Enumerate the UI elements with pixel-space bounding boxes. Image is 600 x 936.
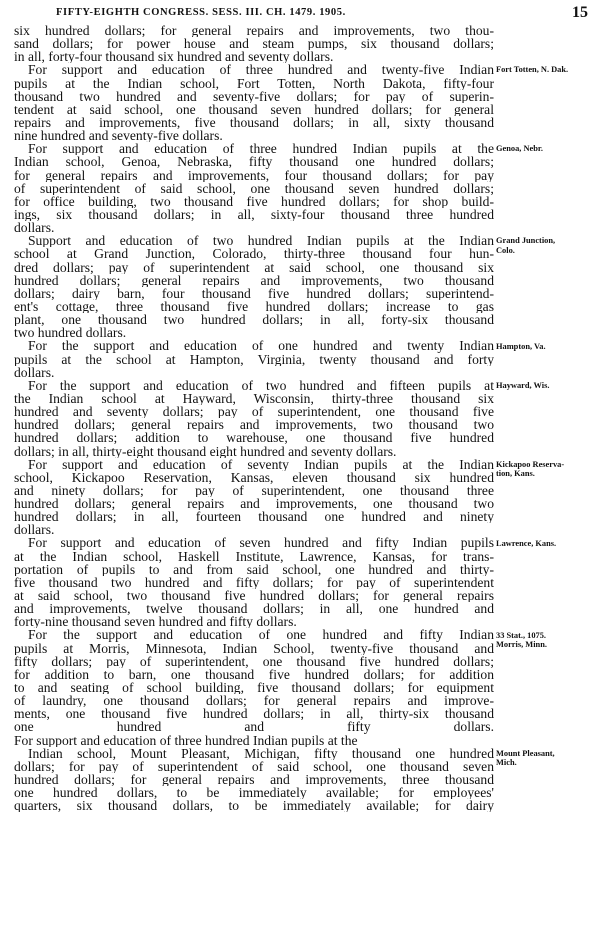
margin-note-line: Morris, Minn. xyxy=(496,640,547,650)
text-line: quarters, six thousand dollars, to be immediately available; for dairy xyxy=(14,799,494,813)
text-line: at said school, two thousand five hundred dollars; for general repairs xyxy=(14,589,494,603)
text-line: five thousand two hundred and fifty dollars; for pay of superintendent xyxy=(14,575,494,590)
text-line: for office building, two thousand five hundred dollars; for shop build- xyxy=(14,194,494,208)
text-line: school at Grand Junction, Colorado, thirty-three thousand four hun- xyxy=(14,247,494,261)
text-line: hundred dollars; in all, fourteen thousand one hundred and ninety xyxy=(14,510,494,524)
text-line: dred dollars; pay of superintendent at said school, one thousand six xyxy=(14,260,494,274)
text-line: of superintendent of said school, one thousand seven hundred dollars; xyxy=(14,181,494,195)
margin-note xyxy=(496,749,600,767)
text-line: hundred dollars; general repairs and improvements, two thousand two xyxy=(14,418,494,432)
text-line: portation of pupils to and from said school, one hundred and thirty- xyxy=(14,562,494,576)
page-number: 15 xyxy=(572,4,588,21)
text-line: thousand two hundred and seventy-five dollars; for pay of superin- xyxy=(14,89,494,103)
text-line: For the support and education of two hundred and fifteen pupils at xyxy=(28,378,494,392)
text-line: one hundred and fifty dollars. xyxy=(14,720,494,734)
text-line: Indian school, Mount Pleasant, Michigan, fifty thousand one hundred xyxy=(28,746,494,760)
margin-note xyxy=(496,65,600,74)
margin-note xyxy=(496,144,600,153)
text-line: dollars; in all, thirty-eight thousand eight hundred and seventy dollars. xyxy=(14,444,397,458)
text-line: dollars. xyxy=(14,221,55,235)
text-line: in all, forty-four thousand six hundred and seventy dollars. xyxy=(14,50,334,64)
text-line: and improvements, twelve thousand dollars; in all, one hundred and xyxy=(14,602,494,616)
margin-note-line: Lawrence, Kans. xyxy=(496,538,557,548)
text-line: repairs and improvements, five thousand dollars; in all, sixty thousand xyxy=(14,115,494,130)
margin-note xyxy=(496,381,600,390)
body-text xyxy=(14,24,494,812)
text-line: dollars. xyxy=(14,523,55,537)
margin-note-line: Hayward, Wis. xyxy=(496,381,550,391)
text-line: For the support and education of one hundred and fifty Indian xyxy=(28,628,494,642)
margin-note-line: tion, Kans. xyxy=(496,469,535,479)
text-line: to and seating of school building, five thousand dollars; for equipment xyxy=(14,681,494,695)
text-line: hundred dollars; for general repairs and improvements, three thousand xyxy=(14,773,494,787)
text-line: dollars; dairy barn, four thousand five hundred dollars; superintend- xyxy=(14,286,494,300)
text-line: nine hundred and seventy-five dollars. xyxy=(14,129,223,143)
text-line: one hundred dollars, to be immediately available; for employees' xyxy=(14,786,494,800)
text-line: ent's cottage, three thousand five hundred dollars; increase to gas xyxy=(14,299,494,314)
text-line: For support and education of three hundred and twenty-five Indian xyxy=(28,63,494,77)
text-line: at the Indian school, Haskell Institute, Lawrence, Kansas, for trans- xyxy=(14,549,494,563)
text-line: of laundry, one thousand dollars; for general repairs and improve- xyxy=(14,694,494,708)
text-line: pupils at the Indian school, Fort Totten, North Dakota, fifty-four xyxy=(14,76,494,90)
margin-note-line: Mount Pleasant, xyxy=(496,749,555,759)
text-line: For support and education of three hundred Indian pupils at the xyxy=(28,142,494,156)
text-line: dollars. xyxy=(14,365,55,379)
margin-note-line: Genoa, Nebr. xyxy=(496,144,543,154)
text-line: the Indian school at Hayward, Wisconsin, thirty-three thousand six xyxy=(14,391,494,406)
text-line: For support and education of three hundred Indian pupils at the xyxy=(14,733,358,747)
margin-note-line: 33 Stat., 1075. xyxy=(496,630,547,640)
text-line: six hundred dollars; for general repairs and improvements, two thou- xyxy=(14,24,494,38)
text-line: ings, six thousand dollars; in all, sixty-four thousand three hundred xyxy=(14,207,494,222)
margin-note-line: Mich. xyxy=(496,758,517,768)
margin-note xyxy=(496,539,600,548)
margin-note xyxy=(496,236,600,254)
text-line: For support and education of seventy Indian pupils at the Indian xyxy=(28,457,494,471)
running-head: FIFTY-EIGHTH CONGRESS. SESS. III. CH. 1479. 1905. xyxy=(56,7,346,18)
text-line: For support and education of seven hundred and fifty Indian pupils xyxy=(28,536,494,550)
text-line: hundred dollars; addition to warehouse, one thousand five hundred xyxy=(14,431,494,445)
text-line: for addition to barn, one thousand five hundred dollars; for addition xyxy=(14,667,494,682)
margin-note-line: Fort Totten, N. Dak. xyxy=(496,65,569,75)
text-line: plant, one thousand two hundred dollars; in all, forty-six thousand xyxy=(14,313,494,327)
text-line: ments, one thousand five hundred dollars; in all, thirty-six thousand xyxy=(14,707,494,721)
text-line: Support and education of two hundred Indian pupils at the Indian xyxy=(28,234,494,248)
text-line: hundred and seventy dollars; pay of superintendent, one thousand five xyxy=(14,405,494,419)
text-line: dollars; for pay of superintendent of said school, one thousand seven xyxy=(14,759,494,774)
running-header xyxy=(0,4,600,24)
text-line: For the support and education of one hundred and twenty Indian xyxy=(28,339,494,353)
text-line: for general repairs and improvements, four thousand dollars; for pay xyxy=(14,168,494,182)
text-line: school, Kickapoo Reservation, Kansas, eleven thousand six hundred xyxy=(14,470,494,484)
text-line: tendent at said school, one thousand seven hundred dollars; for general xyxy=(14,102,494,116)
margin-note xyxy=(496,342,600,351)
margin-note-line: Kickapoo Reserva- xyxy=(496,459,565,469)
margin-note-line: Hampton, Va. xyxy=(496,341,546,351)
text-line: Indian school, Genoa, Nebraska, fifty thousand one hundred dollars; xyxy=(14,155,494,169)
text-line: pupils at the school at Hampton, Virginia, twenty thousand and forty xyxy=(14,352,494,366)
text-line: hundred dollars; general repairs and improvements, two thousand xyxy=(14,273,494,287)
text-line: forty-nine thousand seven hundred and fifty dollars. xyxy=(14,615,297,629)
margin-note xyxy=(496,460,600,478)
margin-note-line: Grand Junction, xyxy=(496,236,556,246)
text-line: fifty dollars; pay of superintendent, one thousand five hundred dollars; xyxy=(14,654,494,668)
margin-note-line: Colo. xyxy=(496,245,515,255)
text-line: sand dollars; for power house and steam pumps, six thousand dollars; xyxy=(14,37,494,51)
text-line: and ninety dollars; for pay of superintendent, one thousand three xyxy=(14,483,494,498)
text-line: hundred dollars; general repairs and improvements, one thousand two xyxy=(14,497,494,511)
text-line: two hundred dollars. xyxy=(14,326,127,340)
text-line: pupils at Morris, Minnesota, Indian School, twenty-five thousand and xyxy=(14,641,494,655)
margin-note xyxy=(496,631,600,649)
